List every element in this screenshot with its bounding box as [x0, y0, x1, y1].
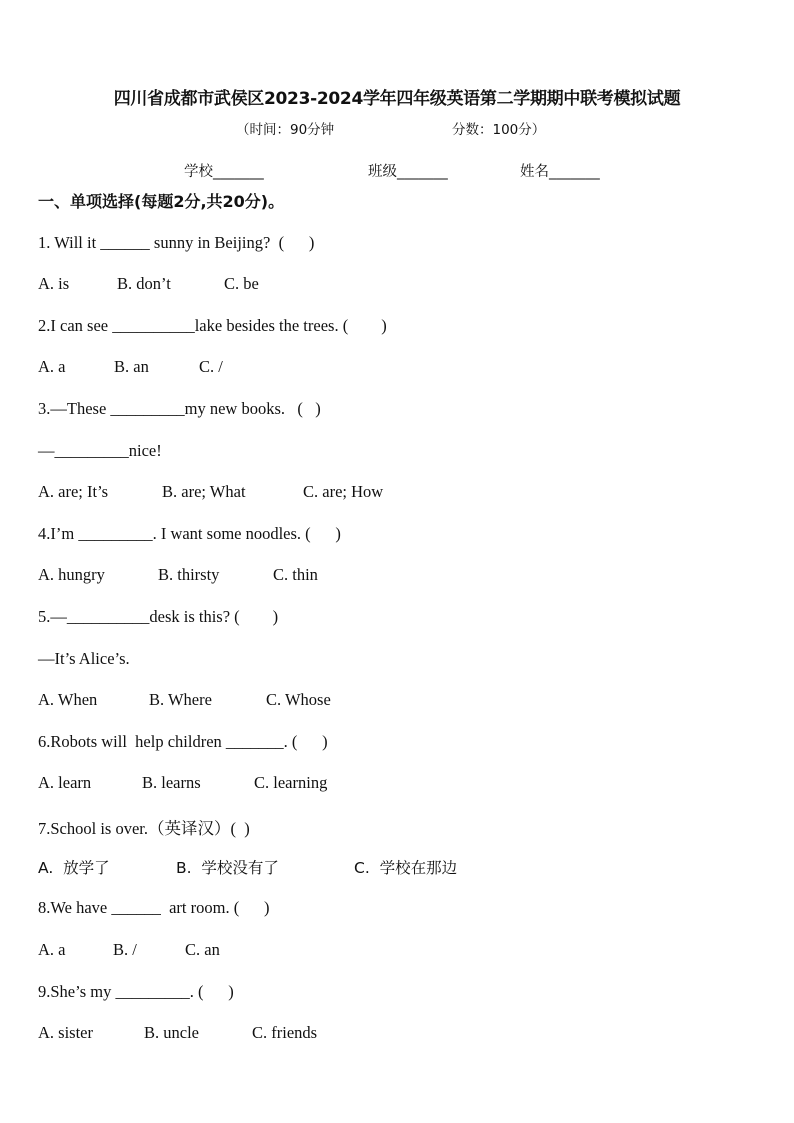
q2-option-b: B. an	[114, 357, 149, 376]
q8-option-b: B. /	[113, 940, 137, 959]
name-field: 姓名_______	[520, 164, 600, 180]
q1-option-b: B. don’t	[117, 274, 171, 293]
page-title: 四川省成都市武侯区2023-2024学年四年级英语第二学期期中联考模拟试题	[113, 89, 681, 109]
q8-option-a: A. a	[38, 940, 66, 959]
q4-option-a: A. hungry	[38, 565, 105, 584]
q6-option-b: B. learns	[142, 773, 201, 792]
question-4: 4.I’m _________. I want some noodles. ( )	[38, 524, 341, 543]
q2-option-a: A. a	[38, 357, 66, 376]
question-8: 8.We have ______ art room. ( )	[38, 898, 270, 917]
q3-option-c: C. are; How	[303, 482, 384, 501]
q5-option-c: C. Whose	[266, 690, 331, 709]
q9-option-a: A. sister	[38, 1023, 93, 1042]
q9-option-c: C. friends	[252, 1023, 318, 1042]
school-field: 学校_______	[184, 164, 264, 180]
question-2: 2.I can see __________lake besides the trees. ( )	[38, 316, 387, 335]
q1-option-a: A. is	[38, 274, 70, 293]
question-6: 6.Robots will help children _______. ( )	[38, 732, 328, 751]
section-heading: 一、单项选择(每题2分,共20分)。	[38, 192, 285, 211]
question-7: 7.School is over.（英译汉）( )	[38, 819, 250, 838]
q3-option-b: B. are; What	[162, 482, 246, 501]
question-5: 5.—__________desk is this? ( )	[38, 607, 279, 626]
exam-time: （时间：90分钟	[236, 122, 335, 138]
q4-option-c: C. thin	[273, 565, 318, 584]
q9-option-b: B. uncle	[144, 1023, 199, 1042]
q7-option-b: B. 学校没有了	[176, 859, 279, 877]
q2-option-c: C. /	[199, 357, 223, 376]
q6-option-a: A. learn	[38, 773, 92, 792]
q4-option-b: B. thirsty	[158, 565, 220, 584]
q7-option-c: C. 学校在那边	[354, 859, 458, 877]
question-3-reply: —_________nice!	[38, 441, 162, 460]
class-field: 班级_______	[368, 164, 448, 180]
q1-option-c: C. be	[224, 274, 259, 293]
q8-option-c: C. an	[185, 940, 220, 959]
question-1: 1. Will it ______ sunny in Beijing? ( )	[38, 233, 315, 252]
q5-option-a: A. When	[38, 690, 98, 709]
q3-option-a: A. are; It’s	[38, 482, 109, 501]
question-9: 9.She’s my _________. ( )	[38, 982, 234, 1001]
q7-option-a: A. 放学了	[38, 859, 110, 877]
question-3: 3.—These _________my new books. ( )	[38, 399, 321, 418]
exam-score: 分数：100分）	[452, 122, 546, 138]
q6-option-c: C. learning	[254, 773, 328, 792]
q5-option-b: B. Where	[149, 690, 212, 709]
question-5-reply: —It’s Alice’s.	[38, 649, 130, 668]
